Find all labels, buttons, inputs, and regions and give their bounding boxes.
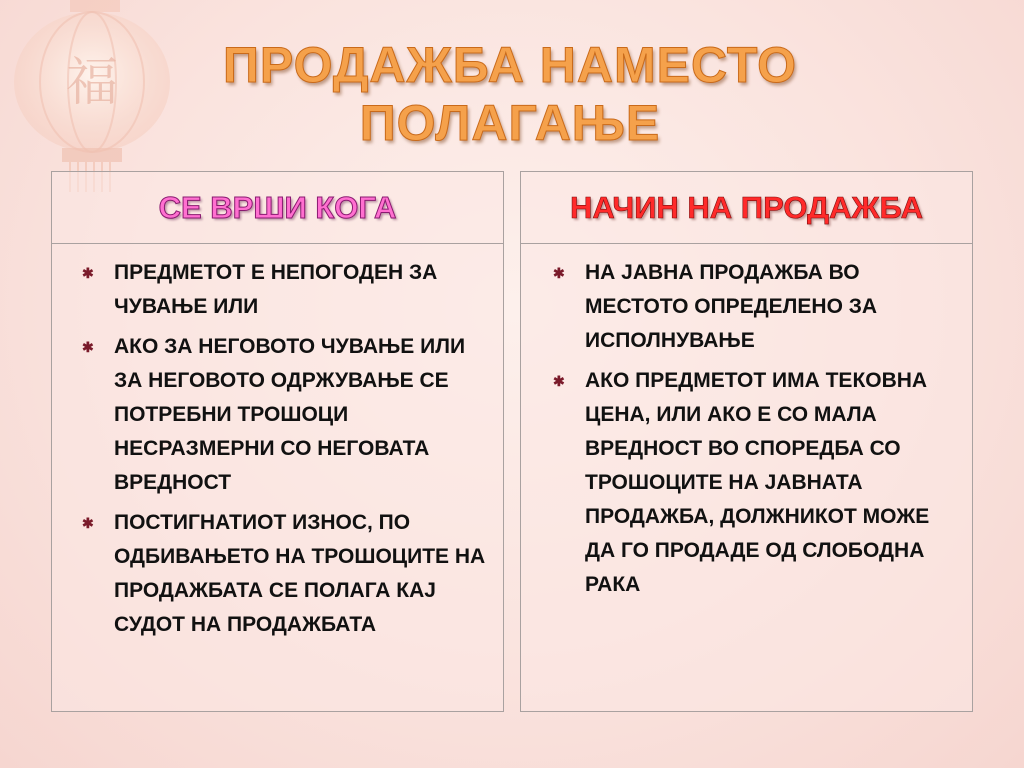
left-bullet-list [52, 244, 503, 642]
lantern-glyph: 福 [65, 53, 119, 113]
star-bullet-icon: ✱ [553, 373, 565, 389]
list-item: ✱ НА ЈАВНА ПРОДАЖБА ВО МЕСТОТО ОПРЕДЕЛЕНО ЗА ИСПОЛНУВАЊЕ [585, 256, 958, 358]
list-item: ✱ ПОСТИГНАТИОТ ИЗНОС, ПО ОДБИВАЊЕТО НА ТРОШОЦИТЕ НА ПРОДАЖБАТА СЕ ПОЛАГА КАЈ СУДОТ НА ПРОДАЖБАТА [114, 506, 489, 642]
list-item: ✱ АКО ЗА НЕГОВОТО ЧУВАЊЕ ИЛИ ЗА НЕГОВОТО ОДРЖУВАЊЕ СЕ ПОТРЕБНИ ТРОШОЦИ НЕСРАЗМЕРНИ СО НЕГОВАТА ВРЕДНОСТ [114, 330, 489, 500]
lantern-icon [0, 0, 190, 200]
left-column-header [52, 172, 503, 244]
star-bullet-icon: ✱ [82, 265, 94, 281]
slide-title [180, 36, 840, 152]
list-item: ✱ АКО ПРЕДМЕТОТ ИМА ТЕКОВНА ЦЕНА, ИЛИ АКО Е СО МАЛА ВРЕДНОСТ ВО СПОРЕДБА СО ТРОШОЦИТЕ НА ЈАВНАТА ПРОДАЖБА, ДОЛЖНИКОТ МОЖЕ ДА ГО ПРОДАДЕ ОД СЛОБОДНА РАКА [585, 364, 958, 602]
right-bullet-list [521, 244, 972, 602]
right-column [520, 171, 973, 712]
left-column [51, 171, 504, 712]
left-column-heading: СЕ ВРШИ КОГА [158, 189, 397, 225]
right-column-heading: НАЧИН НА ПРОДАЖБА [569, 189, 924, 225]
star-bullet-icon: ✱ [82, 339, 94, 355]
star-bullet-icon: ✱ [82, 515, 94, 531]
title-line-2: ПОЛАГАЊЕ [359, 95, 661, 151]
title-line-1: ПРОДАЖБА НАМЕСТО [222, 37, 798, 93]
star-bullet-icon: ✱ [553, 265, 565, 281]
right-column-header [521, 172, 972, 244]
list-item: ✱ ПРЕДМЕТОТ Е НЕПОГОДЕН ЗА ЧУВАЊЕ ИЛИ [114, 256, 489, 324]
